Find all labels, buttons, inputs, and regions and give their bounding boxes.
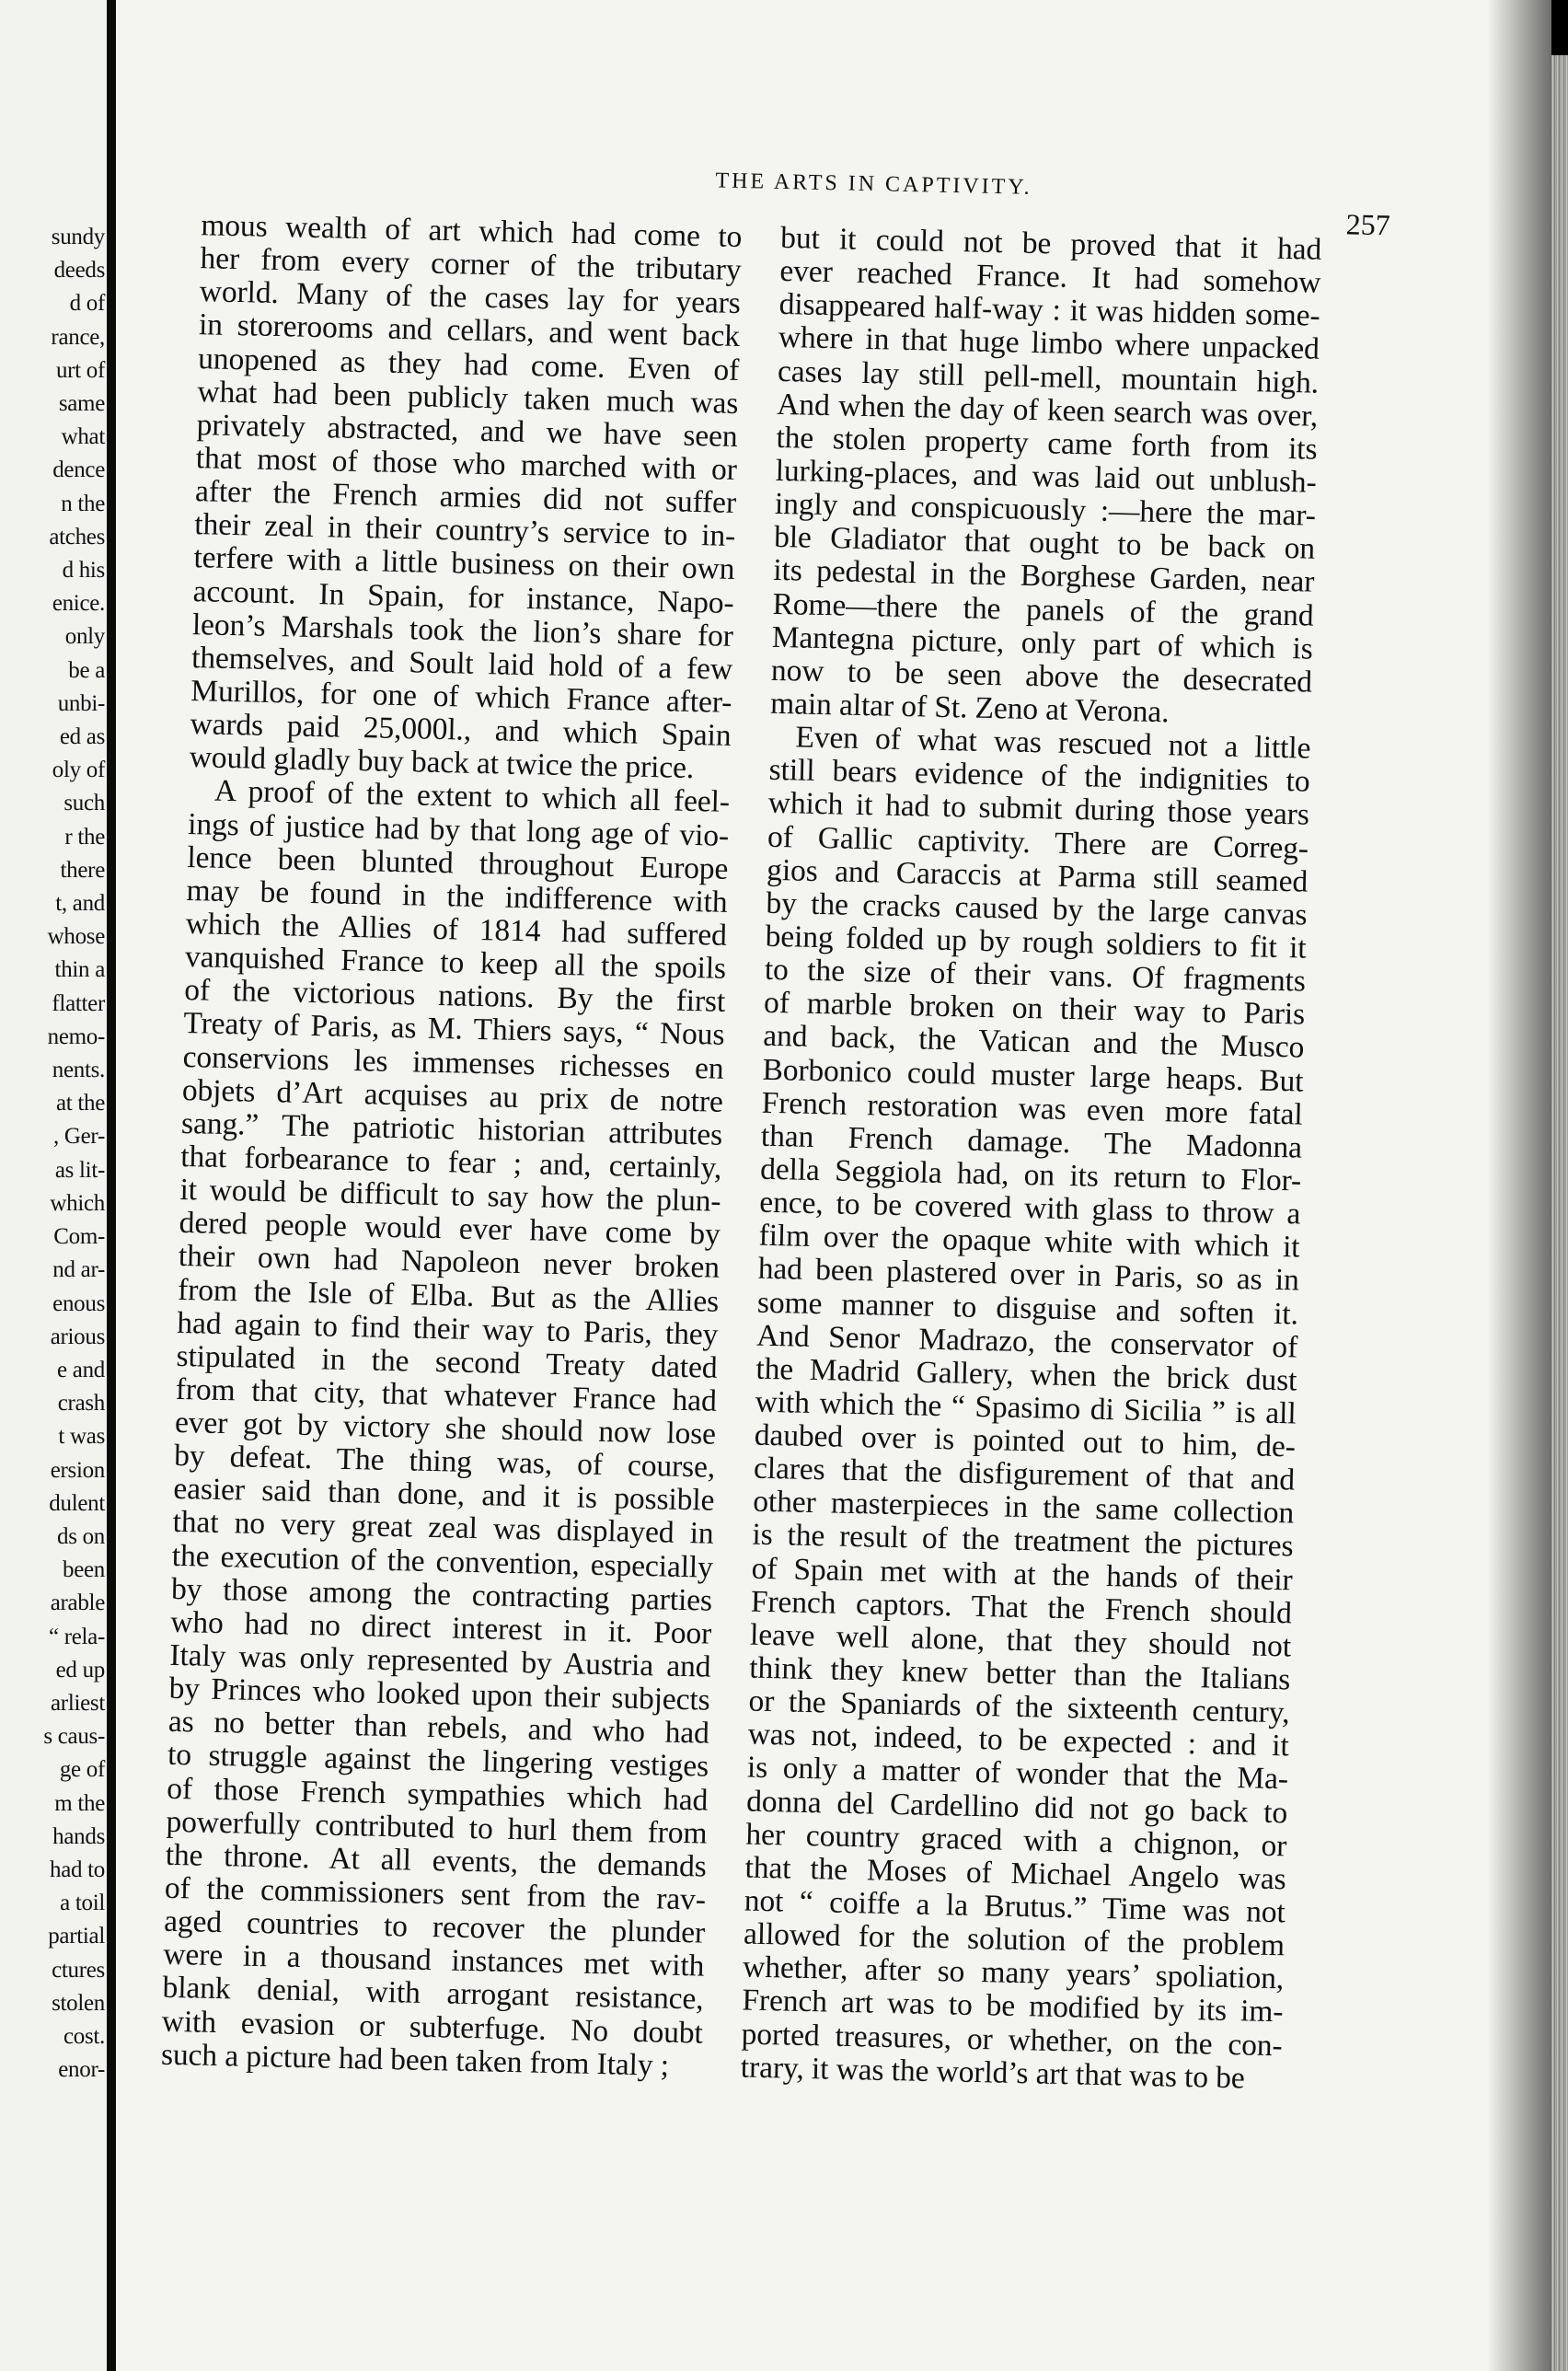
left-column <box>161 209 743 2083</box>
text-line: Even of what was rescued not a little <box>795 720 1311 766</box>
left-page-fragment: t was <box>58 1424 105 1450</box>
left-page-fragment: there <box>60 857 105 883</box>
left-page-fragment: such <box>63 791 105 816</box>
text-line: disappeared half-way : it was hidden some- <box>778 287 1320 334</box>
text-line: their own had Napoleon never broken <box>178 1239 721 1286</box>
text-line: to struggle against the lingering vestiges <box>167 1738 709 1785</box>
text-line: who had no direct interest in it. Poor <box>169 1604 712 1651</box>
text-line: with which the “ Spasimo di Sicilia ” is all <box>755 1384 1297 1431</box>
left-page-edge <box>0 0 107 2371</box>
left-page-fragment: n the <box>61 491 105 516</box>
text-line: think they knew better than the Italians <box>748 1650 1291 1697</box>
left-page-fragments <box>4 221 105 2087</box>
text-line: is only a matter of wonder that the Ma- <box>746 1751 1289 1797</box>
left-page-fragment: be a <box>68 657 105 683</box>
text-line: whether, after so many years’ spoliation, <box>742 1949 1285 1996</box>
left-page-fragment: ge of <box>59 1757 105 1783</box>
text-line: that the Moses of Michael Angelo was <box>744 1850 1286 1897</box>
left-page-fragment: unbi- <box>57 690 105 716</box>
left-page-fragment: urt of <box>55 357 105 383</box>
text-line: it would be difficult to say how the plun- <box>179 1173 721 1219</box>
left-page-fragment: atches <box>49 524 105 549</box>
left-page-fragment: nemo- <box>47 1024 105 1049</box>
text-line: Borbonico could muster large heaps. But <box>762 1052 1304 1099</box>
text-line: film over the opaque white with which it <box>758 1218 1300 1265</box>
left-page-fragment: Com- <box>53 1224 105 1250</box>
left-page-fragment: , Ger- <box>52 1124 105 1150</box>
left-page-fragment: d of <box>69 291 105 317</box>
text-line: and back, the Vatican and the Musco <box>762 1019 1305 1065</box>
text-line: was not, indeed, to be expected : and it <box>747 1717 1290 1764</box>
text-line: French captors. That the French should <box>750 1584 1293 1631</box>
left-page-fragment: ed up <box>55 1657 105 1683</box>
text-line: blank denial, with arrogant resistance, <box>162 1971 704 2018</box>
left-page-fragment: same <box>58 391 105 417</box>
left-page-fragment: ctures <box>52 1957 105 1983</box>
text-line: by those among the contracting parties <box>170 1571 713 1618</box>
text-line: that no very great zeal was displayed in <box>172 1505 714 1552</box>
left-page-fragment: thin a <box>54 957 105 983</box>
text-line: of the commissioners sent from the rav- <box>164 1870 707 1917</box>
text-line: by defeat. The thing was, of course, <box>173 1439 716 1485</box>
text-line: of Spain met with at the hands of their <box>751 1551 1294 1598</box>
text-line: the execution of the convention, especially <box>171 1538 714 1585</box>
text-line: ings of justice had by that long age of vio- <box>187 806 730 853</box>
text-line: leon’s Marshals took the lion’s share for <box>191 607 734 653</box>
right-column <box>741 222 1322 2096</box>
text-line: by Princes who looked upon their subjects <box>168 1671 711 1718</box>
text-line: had been plastered over in Paris, so as in <box>757 1252 1300 1298</box>
left-page-fragment: ersion <box>50 1457 105 1483</box>
text-line: of those French sympathies which had <box>166 1771 709 1818</box>
text-line: Murillos, for one of which France after- <box>190 674 732 720</box>
text-line: the stolen property came forth from its <box>776 420 1318 467</box>
text-line: which it had to submit during those years <box>767 786 1310 833</box>
text-line: ever reached France. It had somehow <box>779 254 1321 300</box>
text-line: ence, to be covered with glass to throw a <box>759 1185 1301 1232</box>
left-page-fragment: which <box>50 1190 105 1216</box>
left-page-fragment: oly of <box>52 758 105 783</box>
text-line: of Gallic captivity. There are Correg- <box>767 819 1309 866</box>
text-line: their zeal in their country’s service to in- <box>193 507 736 554</box>
left-page-fragment: “ rela- <box>48 1624 105 1649</box>
text-line: her country graced with a chignon, or <box>745 1817 1287 1864</box>
text-line: leave well alone, that they should not <box>749 1617 1292 1664</box>
text-line: from that city, that whatever France had <box>175 1371 718 1418</box>
left-page-fragment: deeds <box>53 258 105 283</box>
text-line: were in a thousand instances met with <box>163 1937 705 1984</box>
left-page-fragment: cost. <box>63 2023 105 2049</box>
text-line: lurking-places, and was laid out unblush- <box>775 453 1318 500</box>
text-line: what had been publicly taken much was <box>197 374 739 421</box>
running-head: THE ARTS IN CAPTIVITY. <box>715 168 1032 200</box>
left-page-fragment: dulent <box>49 1490 105 1516</box>
text-line: the throne. At all events, the demands <box>165 1837 708 1884</box>
text-line: main altar of St. Zeno at Verona. <box>769 686 1170 730</box>
text-line: A proof of the extent to which all feel- <box>213 774 731 820</box>
text-line: of the victorious nations. By the first <box>183 973 726 1020</box>
text-line: now to be seen above the desecrated <box>770 653 1313 700</box>
text-line: Treaty of Paris, as M. Thiers says, “ Nous <box>183 1006 725 1053</box>
text-line: ported treasures, or whether, on the con- <box>741 2017 1283 2063</box>
left-page-fragment: ed as <box>59 724 105 750</box>
text-line: would gladly buy back at twice the price. <box>189 740 695 786</box>
text-line: clares that the disfigurement of that and <box>753 1451 1296 1498</box>
left-page-fragment: hands <box>52 1823 105 1849</box>
text-line: ble Gladiator that ought to be back on <box>773 520 1316 566</box>
left-page-fragment: arable <box>50 1590 105 1616</box>
page <box>116 0 1551 2371</box>
text-line: French art was to be modified by its im- <box>742 1983 1284 2030</box>
left-page-fragment: what <box>61 424 105 450</box>
left-page-fragment: rance, <box>51 324 105 350</box>
text-line: And Senor Madrazo, the conservator of <box>755 1318 1298 1365</box>
text-line: from the Isle of Elba. But as the Allies <box>177 1272 720 1319</box>
text-line: della Seggiola had, on its return to Flor- <box>759 1151 1302 1198</box>
text-line: its pedestal in the Borghese Garden, near <box>772 553 1315 600</box>
text-line: or the Spaniards of the sixteenth century, <box>748 1683 1290 1730</box>
text-line: ever got by victory she should now lose <box>174 1405 717 1452</box>
text-line: with evasion or subterfuge. No doubt <box>161 2004 704 2051</box>
left-page-fragment: t, and <box>55 891 105 917</box>
text-line: such a picture had been taken from Italy ; <box>160 2037 670 2083</box>
left-page-fragment: nd ar- <box>52 1257 105 1283</box>
left-page-fragment: e and <box>57 1357 105 1382</box>
text-line: that forbearance to fear ; and, certainly, <box>179 1139 722 1186</box>
text-line: the Madrid Gallery, when the brick dust <box>755 1351 1297 1398</box>
text-line: vanquished France to keep all the spoils <box>184 940 727 986</box>
left-page-fragment: had to <box>50 1856 105 1882</box>
text-line: ingly and conspicuously :—here the mar- <box>774 486 1317 533</box>
left-page-fragment: arliest <box>51 1690 105 1716</box>
left-page-fragment: enous <box>52 1290 105 1316</box>
left-page-fragment: s caus- <box>43 1724 105 1750</box>
left-page-fragment: dence <box>52 457 105 483</box>
text-line: of marble broken on their way to Paris <box>763 985 1306 1032</box>
text-line: allowed for the solution of the problem <box>743 1916 1286 1963</box>
text-line: not “ coiffe a la Brutus.” Time was not <box>744 1883 1286 1930</box>
text-line: to the size of their vans. Of fragments <box>764 952 1307 999</box>
text-line: other masterpieces in the same collection <box>752 1484 1295 1531</box>
text-line: And when the day of keen search was over, <box>776 387 1319 434</box>
text-line: but it could not be proved that it had <box>779 220 1322 267</box>
text-line: in storerooms and cellars, and went back <box>198 307 741 354</box>
text-line: daubed over is pointed out to him, de- <box>754 1417 1297 1464</box>
left-page-fragment: stolen <box>52 1990 105 2016</box>
text-line: unopened as they had come. Even of <box>197 341 740 387</box>
left-page-fragment: enice. <box>52 591 105 617</box>
left-page-fragment: been <box>63 1557 105 1583</box>
left-page-fragment: at the <box>55 1091 105 1116</box>
text-line: sang.” The patriotic historian attributes <box>180 1105 723 1152</box>
text-line: is the result of the treatment the pictures <box>752 1518 1294 1564</box>
left-page-fragment: partial <box>48 1924 105 1949</box>
text-line: being folded up by rough soldiers to fit it <box>765 919 1307 966</box>
text-line: after the French armies did not suffer <box>194 474 737 521</box>
text-line: that most of those who marched with or <box>195 441 738 487</box>
text-line: wards paid 25,000l., and which Spain <box>190 707 732 753</box>
text-line: still bears evidence of the indignities to <box>768 753 1310 799</box>
text-line: may be found in the indifference with <box>186 873 728 919</box>
text-line: donna del Cardellino did not go back to <box>745 1784 1288 1830</box>
text-line: by the cracks caused by the large canvas <box>766 885 1308 932</box>
left-page-fragment: arious <box>50 1324 105 1349</box>
left-page-fragment: as lit- <box>54 1157 105 1183</box>
text-line: some manner to disguise and soften it. <box>756 1285 1299 1331</box>
left-page-fragment: whose <box>47 924 105 950</box>
text-line: cases lay still pell-mell, mountain high. <box>777 353 1320 400</box>
left-page-fragment: flatter <box>52 990 105 1016</box>
text-line: easier said than done, and it is possible <box>173 1472 715 1519</box>
text-line: lence been blunted throughout Europe <box>187 839 729 886</box>
page-fold-shadow <box>1487 0 1551 2371</box>
text-line: Mantegna picture, only part of which is <box>771 619 1314 666</box>
left-page-fragment: enor- <box>58 2057 105 2083</box>
text-line: Italy was only represented by Austria and <box>169 1637 711 1684</box>
text-line: as no better than rebels, and who had <box>167 1705 710 1751</box>
left-page-fragment: sundy <box>51 225 105 249</box>
text-line: which the Allies of 1814 had suffered <box>185 906 728 953</box>
left-page-fragment: only <box>64 624 105 650</box>
left-page-fragment: nents. <box>52 1058 105 1083</box>
text-line: trary, it was the world’s art that was to be <box>740 2050 1246 2096</box>
left-page-fragment: ds on <box>57 1523 105 1549</box>
left-page-fragment: m the <box>54 1790 105 1816</box>
text-line: mous wealth of art which had come to <box>201 208 743 255</box>
text-line: powerfully contributed to hurl them from <box>166 1804 708 1851</box>
text-line: had again to find their way to Paris, they <box>177 1305 719 1352</box>
page-content <box>116 0 1551 2371</box>
text-line: themselves, and Soult laid hold of a few <box>190 640 733 687</box>
text-line: world. Many of the cases lay for years <box>199 274 742 321</box>
left-page-fragment: r the <box>64 824 105 850</box>
text-line: gios and Caraccis at Parma still seamed <box>766 852 1309 899</box>
page-fore-edge <box>1551 55 1568 2371</box>
text-line: privately abstracted, and we have seen <box>196 407 738 454</box>
left-page-fragment: crash <box>57 1391 105 1417</box>
text-line: dered people would ever have come by <box>179 1206 721 1252</box>
text-line: account. In Spain, for instance, Napo- <box>192 573 735 620</box>
text-line: objets d’Art acquises au prix de notre <box>181 1072 724 1119</box>
text-line: Rome—there the panels of the grand <box>772 586 1314 633</box>
left-page-fragment: d his <box>62 558 105 584</box>
left-page-fragment: a toil <box>60 1891 105 1916</box>
text-line: than French damage. The Madonna <box>760 1118 1303 1165</box>
text-line: conservions les immenses richesses en <box>182 1039 724 1086</box>
text-line: her from every corner of the tributary <box>200 241 742 288</box>
page-number: 257 <box>1345 207 1391 242</box>
text-line: terfere with a little business on their own <box>193 540 735 587</box>
text-line: French restoration was even more fatal <box>761 1085 1304 1132</box>
text-line: where in that huge limbo where unpacked <box>778 320 1320 367</box>
text-line: aged countries to recover the plunder <box>163 1903 706 1950</box>
text-line: stipulated in the second Treaty dated <box>176 1338 718 1385</box>
